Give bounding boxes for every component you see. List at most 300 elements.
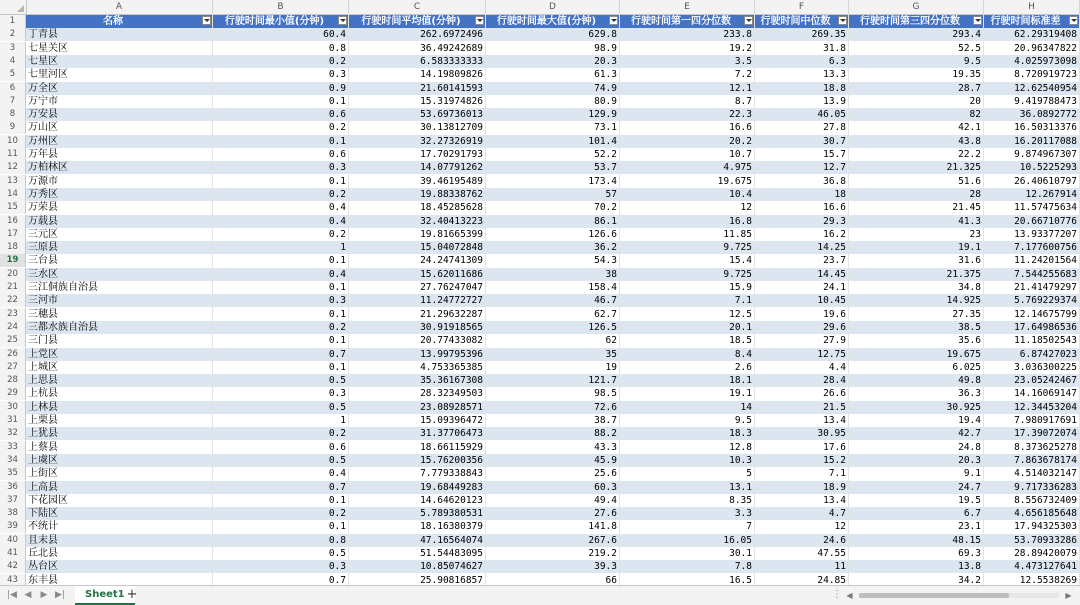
table-cell[interactable] xyxy=(755,161,849,174)
table-cell[interactable] xyxy=(620,161,755,174)
table-cell[interactable] xyxy=(213,121,349,134)
table-cell[interactable] xyxy=(620,574,755,585)
table-cell[interactable] xyxy=(26,560,213,573)
table-cell[interactable] xyxy=(984,534,1080,547)
table-cell[interactable] xyxy=(26,135,213,148)
table-cell[interactable] xyxy=(984,161,1080,174)
table-cell[interactable] xyxy=(755,427,849,440)
table-cell[interactable] xyxy=(755,254,849,267)
table-cell[interactable] xyxy=(26,547,213,560)
table-cell[interactable] xyxy=(486,520,620,533)
row-number[interactable]: 42 xyxy=(0,560,26,573)
table-cell[interactable] xyxy=(26,534,213,547)
row-number[interactable]: 40 xyxy=(0,534,26,547)
table-cell[interactable] xyxy=(849,201,984,214)
table-cell[interactable] xyxy=(26,268,213,281)
table-cell[interactable] xyxy=(755,334,849,347)
table-cell[interactable] xyxy=(849,135,984,148)
table-cell[interactable] xyxy=(349,547,486,560)
table-cell[interactable] xyxy=(26,241,213,254)
table-cell[interactable] xyxy=(213,520,349,533)
table-cell[interactable] xyxy=(984,188,1080,201)
table-cell[interactable] xyxy=(349,560,486,573)
row-number[interactable]: 35 xyxy=(0,467,26,480)
table-cell[interactable] xyxy=(620,494,755,507)
table-cell[interactable] xyxy=(349,361,486,374)
table-cell[interactable] xyxy=(849,507,984,520)
table-cell[interactable] xyxy=(849,294,984,307)
table-cell[interactable] xyxy=(849,215,984,228)
table-cell[interactable] xyxy=(984,520,1080,533)
table-cell[interactable] xyxy=(984,294,1080,307)
table-cell[interactable] xyxy=(349,228,486,241)
table-cell[interactable] xyxy=(849,520,984,533)
table-cell[interactable] xyxy=(349,401,486,414)
table-cell[interactable] xyxy=(349,68,486,81)
table-cell[interactable] xyxy=(349,28,486,41)
table-cell[interactable] xyxy=(349,268,486,281)
table-cell[interactable] xyxy=(620,188,755,201)
table-cell[interactable] xyxy=(984,254,1080,267)
table-cell[interactable] xyxy=(849,281,984,294)
table-cell[interactable] xyxy=(26,427,213,440)
table-cell[interactable] xyxy=(620,68,755,81)
table-cell[interactable] xyxy=(349,374,486,387)
table-cell[interactable] xyxy=(984,321,1080,334)
table-cell[interactable] xyxy=(349,215,486,228)
table-cell[interactable] xyxy=(26,507,213,520)
row-number[interactable]: 12 xyxy=(0,161,26,174)
table-cell[interactable] xyxy=(213,414,349,427)
table-cell[interactable] xyxy=(349,201,486,214)
table-cell[interactable] xyxy=(486,427,620,440)
table-cell[interactable] xyxy=(26,321,213,334)
table-cell[interactable] xyxy=(755,348,849,361)
table-cell[interactable] xyxy=(486,82,620,95)
table-cell[interactable] xyxy=(486,175,620,188)
table-cell[interactable] xyxy=(849,95,984,108)
table-cell[interactable] xyxy=(349,95,486,108)
table-cell[interactable] xyxy=(213,494,349,507)
table-cell[interactable] xyxy=(984,427,1080,440)
table-cell[interactable] xyxy=(486,454,620,467)
table-cell[interactable] xyxy=(26,161,213,174)
row-number[interactable]: 7 xyxy=(0,95,26,108)
row-number[interactable]: 14 xyxy=(0,188,26,201)
table-cell[interactable] xyxy=(349,42,486,55)
table-cell[interactable] xyxy=(755,547,849,560)
table-cell[interactable] xyxy=(26,42,213,55)
table-cell[interactable] xyxy=(620,454,755,467)
table-cell[interactable] xyxy=(486,308,620,321)
table-cell[interactable] xyxy=(849,334,984,347)
table-cell[interactable] xyxy=(984,68,1080,81)
table-cell[interactable] xyxy=(26,361,213,374)
prev-sheet-icon[interactable]: ◀ xyxy=(24,590,32,600)
table-cell[interactable] xyxy=(849,560,984,573)
table-cell[interactable] xyxy=(213,361,349,374)
table-cell[interactable] xyxy=(620,55,755,68)
row-number[interactable]: 43 xyxy=(0,574,26,585)
table-cell[interactable] xyxy=(213,534,349,547)
table-cell[interactable] xyxy=(849,188,984,201)
table-cell[interactable] xyxy=(349,507,486,520)
table-cell[interactable] xyxy=(486,401,620,414)
row-number[interactable]: 36 xyxy=(0,481,26,494)
row-number[interactable]: 34 xyxy=(0,454,26,467)
table-cell[interactable] xyxy=(213,28,349,41)
row-number[interactable]: 30 xyxy=(0,401,26,414)
table-cell[interactable] xyxy=(755,95,849,108)
table-cell[interactable] xyxy=(755,121,849,134)
table-cell[interactable] xyxy=(486,334,620,347)
table-cell[interactable] xyxy=(620,135,755,148)
table-cell[interactable] xyxy=(26,481,213,494)
table-cell[interactable] xyxy=(849,547,984,560)
table-cell[interactable] xyxy=(984,560,1080,573)
table-cell[interactable] xyxy=(984,28,1080,41)
table-cell[interactable] xyxy=(620,334,755,347)
table-cell[interactable] xyxy=(349,241,486,254)
table-cell[interactable] xyxy=(213,467,349,480)
table-cell[interactable] xyxy=(486,241,620,254)
table-cell[interactable] xyxy=(486,121,620,134)
table-cell[interactable] xyxy=(620,228,755,241)
table-cell[interactable] xyxy=(349,135,486,148)
table-cell[interactable] xyxy=(26,520,213,533)
table-cell[interactable] xyxy=(620,321,755,334)
table-cell[interactable] xyxy=(620,534,755,547)
row-number[interactable]: 18 xyxy=(0,241,26,254)
table-cell[interactable] xyxy=(620,467,755,480)
table-cell[interactable] xyxy=(849,494,984,507)
filter-dropdown-icon[interactable] xyxy=(1069,16,1078,25)
table-cell[interactable] xyxy=(213,228,349,241)
table-cell[interactable] xyxy=(486,507,620,520)
table-cell[interactable] xyxy=(486,228,620,241)
table-cell[interactable] xyxy=(755,387,849,400)
table-cell[interactable] xyxy=(849,148,984,161)
table-cell[interactable] xyxy=(486,348,620,361)
table-cell[interactable] xyxy=(620,294,755,307)
table-cell[interactable] xyxy=(349,254,486,267)
table-cell[interactable] xyxy=(486,188,620,201)
column-letter[interactable]: B xyxy=(213,0,349,14)
scroll-right-icon[interactable]: ▶ xyxy=(1065,591,1072,600)
table-cell[interactable] xyxy=(349,387,486,400)
table-cell[interactable] xyxy=(984,175,1080,188)
table-cell[interactable] xyxy=(984,361,1080,374)
table-cell[interactable] xyxy=(26,55,213,68)
table-cell[interactable] xyxy=(213,188,349,201)
table-cell[interactable] xyxy=(213,294,349,307)
table-cell[interactable] xyxy=(620,268,755,281)
table-cell[interactable] xyxy=(620,520,755,533)
table-cell[interactable] xyxy=(984,215,1080,228)
table-cell[interactable] xyxy=(849,454,984,467)
splitter-handle-icon[interactable]: ⋮ xyxy=(832,589,842,600)
table-cell[interactable] xyxy=(349,414,486,427)
table-cell[interactable] xyxy=(849,481,984,494)
table-cell[interactable] xyxy=(486,68,620,81)
filter-dropdown-icon[interactable] xyxy=(838,16,847,25)
table-cell[interactable] xyxy=(486,95,620,108)
table-cell[interactable] xyxy=(213,574,349,585)
table-cell[interactable] xyxy=(984,334,1080,347)
table-cell[interactable] xyxy=(755,55,849,68)
row-number[interactable]: 24 xyxy=(0,321,26,334)
table-cell[interactable] xyxy=(213,441,349,454)
table-cell[interactable] xyxy=(849,534,984,547)
table-cell[interactable] xyxy=(620,481,755,494)
table-cell[interactable] xyxy=(755,175,849,188)
table-cell[interactable] xyxy=(984,467,1080,480)
header-cell[interactable] xyxy=(849,15,984,28)
table-cell[interactable] xyxy=(849,321,984,334)
table-cell[interactable] xyxy=(984,401,1080,414)
table-cell[interactable] xyxy=(26,82,213,95)
row-number[interactable]: 8 xyxy=(0,108,26,121)
table-cell[interactable] xyxy=(486,547,620,560)
table-cell[interactable] xyxy=(984,148,1080,161)
table-cell[interactable] xyxy=(620,108,755,121)
table-cell[interactable] xyxy=(984,281,1080,294)
table-cell[interactable] xyxy=(486,481,620,494)
table-cell[interactable] xyxy=(213,95,349,108)
row-number[interactable]: 10 xyxy=(0,135,26,148)
table-cell[interactable] xyxy=(486,374,620,387)
table-cell[interactable] xyxy=(849,241,984,254)
table-cell[interactable] xyxy=(755,321,849,334)
table-cell[interactable] xyxy=(26,95,213,108)
table-cell[interactable] xyxy=(620,254,755,267)
table-cell[interactable] xyxy=(755,108,849,121)
scroll-thumb[interactable] xyxy=(859,593,1009,598)
table-cell[interactable] xyxy=(849,308,984,321)
table-cell[interactable] xyxy=(26,254,213,267)
table-cell[interactable] xyxy=(984,547,1080,560)
table-cell[interactable] xyxy=(26,108,213,121)
last-sheet-icon[interactable]: ▶| xyxy=(55,590,65,600)
header-cell[interactable] xyxy=(26,15,213,28)
table-cell[interactable] xyxy=(620,560,755,573)
table-cell[interactable] xyxy=(849,228,984,241)
column-letter[interactable]: H xyxy=(984,0,1080,14)
table-cell[interactable] xyxy=(755,82,849,95)
table-cell[interactable] xyxy=(620,308,755,321)
row-number[interactable]: 19 xyxy=(0,254,26,267)
table-cell[interactable] xyxy=(213,42,349,55)
first-sheet-icon[interactable]: |◀ xyxy=(7,590,17,600)
table-cell[interactable] xyxy=(984,55,1080,68)
table-cell[interactable] xyxy=(984,387,1080,400)
table-cell[interactable] xyxy=(984,241,1080,254)
filter-dropdown-icon[interactable] xyxy=(744,16,753,25)
table-cell[interactable] xyxy=(349,148,486,161)
table-cell[interactable] xyxy=(755,520,849,533)
row-number[interactable]: 29 xyxy=(0,387,26,400)
row-number[interactable]: 1 xyxy=(0,15,26,28)
table-cell[interactable] xyxy=(849,574,984,585)
header-cell[interactable] xyxy=(486,15,620,28)
table-cell[interactable] xyxy=(984,228,1080,241)
row-number[interactable]: 22 xyxy=(0,294,26,307)
table-cell[interactable] xyxy=(486,361,620,374)
table-cell[interactable] xyxy=(755,534,849,547)
table-cell[interactable] xyxy=(349,55,486,68)
table-cell[interactable] xyxy=(755,68,849,81)
table-cell[interactable] xyxy=(486,387,620,400)
table-cell[interactable] xyxy=(984,441,1080,454)
table-cell[interactable] xyxy=(213,108,349,121)
table-cell[interactable] xyxy=(26,387,213,400)
table-cell[interactable] xyxy=(849,55,984,68)
next-sheet-icon[interactable]: ▶ xyxy=(40,590,48,600)
table-cell[interactable] xyxy=(26,228,213,241)
row-number[interactable]: 6 xyxy=(0,82,26,95)
row-number[interactable]: 20 xyxy=(0,268,26,281)
table-cell[interactable] xyxy=(349,520,486,533)
row-number[interactable]: 17 xyxy=(0,228,26,241)
table-cell[interactable] xyxy=(349,82,486,95)
table-cell[interactable] xyxy=(486,108,620,121)
table-cell[interactable] xyxy=(349,427,486,440)
row-number[interactable]: 38 xyxy=(0,507,26,520)
column-letter[interactable]: D xyxy=(486,0,620,14)
table-cell[interactable] xyxy=(26,334,213,347)
table-cell[interactable] xyxy=(486,494,620,507)
table-cell[interactable] xyxy=(486,534,620,547)
table-cell[interactable] xyxy=(849,68,984,81)
table-cell[interactable] xyxy=(213,334,349,347)
table-cell[interactable] xyxy=(213,268,349,281)
table-cell[interactable] xyxy=(213,241,349,254)
table-cell[interactable] xyxy=(755,454,849,467)
table-cell[interactable] xyxy=(213,348,349,361)
table-cell[interactable] xyxy=(755,268,849,281)
table-cell[interactable] xyxy=(349,308,486,321)
table-cell[interactable] xyxy=(984,348,1080,361)
row-number[interactable]: 39 xyxy=(0,520,26,533)
row-number[interactable]: 33 xyxy=(0,441,26,454)
table-cell[interactable] xyxy=(26,401,213,414)
table-cell[interactable] xyxy=(620,441,755,454)
table-cell[interactable] xyxy=(213,401,349,414)
filter-dropdown-icon[interactable] xyxy=(202,16,211,25)
table-cell[interactable] xyxy=(620,547,755,560)
table-cell[interactable] xyxy=(349,294,486,307)
table-cell[interactable] xyxy=(349,175,486,188)
table-cell[interactable] xyxy=(620,387,755,400)
table-cell[interactable] xyxy=(849,441,984,454)
table-cell[interactable] xyxy=(620,95,755,108)
table-cell[interactable] xyxy=(26,467,213,480)
table-cell[interactable] xyxy=(755,441,849,454)
table-cell[interactable] xyxy=(213,254,349,267)
table-cell[interactable] xyxy=(620,427,755,440)
table-cell[interactable] xyxy=(849,401,984,414)
table-cell[interactable] xyxy=(486,414,620,427)
table-cell[interactable] xyxy=(849,361,984,374)
table-cell[interactable] xyxy=(486,441,620,454)
table-cell[interactable] xyxy=(849,414,984,427)
table-cell[interactable] xyxy=(213,374,349,387)
table-cell[interactable] xyxy=(755,481,849,494)
table-cell[interactable] xyxy=(984,135,1080,148)
table-cell[interactable] xyxy=(349,494,486,507)
table-cell[interactable] xyxy=(849,387,984,400)
table-cell[interactable] xyxy=(213,308,349,321)
table-cell[interactable] xyxy=(213,427,349,440)
row-number[interactable]: 27 xyxy=(0,361,26,374)
table-cell[interactable] xyxy=(349,188,486,201)
table-cell[interactable] xyxy=(486,148,620,161)
table-cell[interactable] xyxy=(755,414,849,427)
table-cell[interactable] xyxy=(26,294,213,307)
table-cell[interactable] xyxy=(26,215,213,228)
table-cell[interactable] xyxy=(755,294,849,307)
table-cell[interactable] xyxy=(849,82,984,95)
table-cell[interactable] xyxy=(349,348,486,361)
header-cell[interactable] xyxy=(755,15,849,28)
row-number[interactable]: 23 xyxy=(0,308,26,321)
table-cell[interactable] xyxy=(849,108,984,121)
table-cell[interactable] xyxy=(620,28,755,41)
table-cell[interactable] xyxy=(984,454,1080,467)
table-cell[interactable] xyxy=(26,281,213,294)
table-cell[interactable] xyxy=(349,161,486,174)
table-cell[interactable] xyxy=(213,547,349,560)
horizontal-scrollbar[interactable] xyxy=(845,590,1075,601)
table-cell[interactable] xyxy=(984,95,1080,108)
table-cell[interactable] xyxy=(213,481,349,494)
header-cell[interactable] xyxy=(349,15,486,28)
table-cell[interactable] xyxy=(620,82,755,95)
table-cell[interactable] xyxy=(755,148,849,161)
table-cell[interactable] xyxy=(620,414,755,427)
table-cell[interactable] xyxy=(620,374,755,387)
table-cell[interactable] xyxy=(486,28,620,41)
table-cell[interactable] xyxy=(26,574,213,585)
table-cell[interactable] xyxy=(26,175,213,188)
header-cell[interactable] xyxy=(984,15,1080,28)
column-letter[interactable]: C xyxy=(349,0,486,14)
table-cell[interactable] xyxy=(26,121,213,134)
table-cell[interactable] xyxy=(26,494,213,507)
table-cell[interactable] xyxy=(984,481,1080,494)
table-cell[interactable] xyxy=(755,28,849,41)
filter-dropdown-icon[interactable] xyxy=(609,16,618,25)
table-cell[interactable] xyxy=(349,481,486,494)
table-cell[interactable] xyxy=(620,507,755,520)
table-cell[interactable] xyxy=(486,560,620,573)
column-letter[interactable]: G xyxy=(849,0,984,14)
table-cell[interactable] xyxy=(486,55,620,68)
table-cell[interactable] xyxy=(849,254,984,267)
table-cell[interactable] xyxy=(349,467,486,480)
table-cell[interactable] xyxy=(26,308,213,321)
row-number[interactable]: 3 xyxy=(0,42,26,55)
table-cell[interactable] xyxy=(213,281,349,294)
table-cell[interactable] xyxy=(486,574,620,585)
table-cell[interactable] xyxy=(755,574,849,585)
table-cell[interactable] xyxy=(349,321,486,334)
table-cell[interactable] xyxy=(620,42,755,55)
table-cell[interactable] xyxy=(213,201,349,214)
table-cell[interactable] xyxy=(849,28,984,41)
row-number[interactable]: 2 xyxy=(0,28,26,41)
header-cell[interactable] xyxy=(213,15,349,28)
